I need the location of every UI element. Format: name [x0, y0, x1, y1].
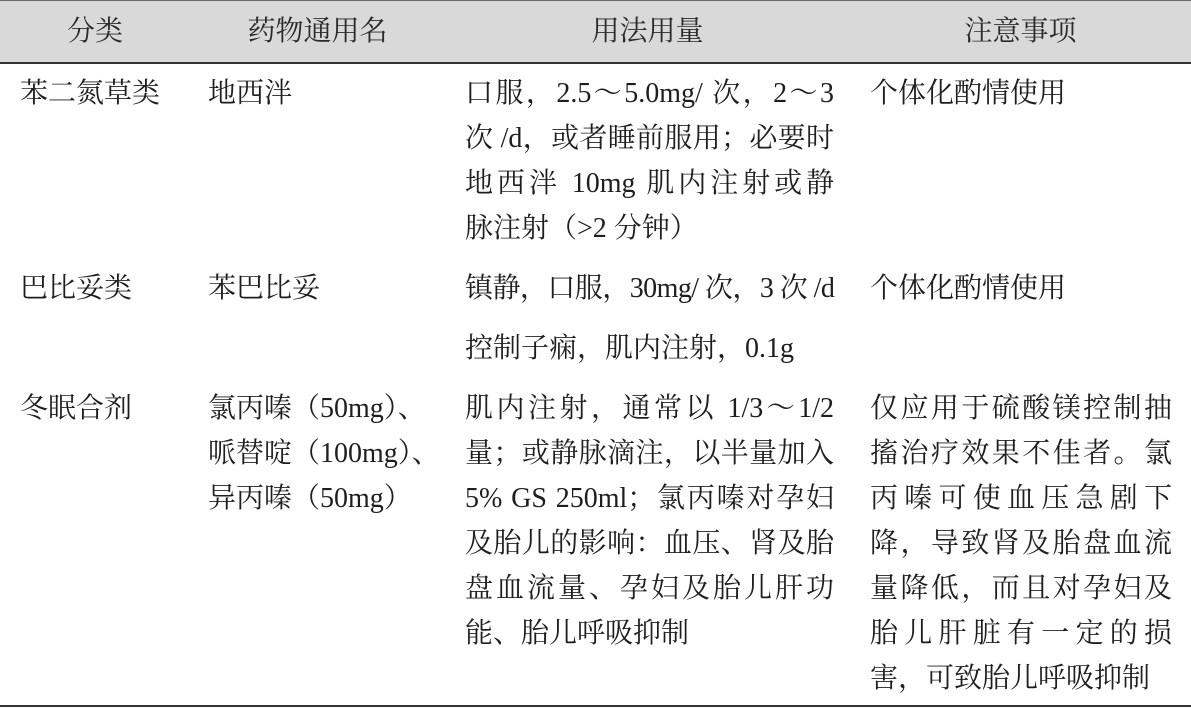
cell-line: 冬眠合剂: [20, 393, 133, 424]
cell-line: 量；或静脉滴注，以半量加入: [465, 438, 834, 469]
header-drug-name: 药物通用名: [247, 16, 388, 47]
table-row: [0, 259, 1191, 379]
drug-name-cell: [190, 379, 445, 705]
drug-name-cell: [190, 259, 445, 379]
usage-cell: [445, 259, 850, 379]
notes-cell: [850, 379, 1191, 705]
header-usage-dosage: 用法用量: [591, 16, 704, 47]
usage-paragraph: [465, 71, 834, 251]
usage-cell: [445, 64, 850, 259]
table-row: [0, 64, 1191, 259]
cell-line: 哌替啶（100mg）、: [208, 438, 440, 469]
cell-line: 口服，2.5～5.0mg/ 次，2～3: [465, 78, 834, 109]
header-category: 分类: [66, 16, 123, 47]
usage-cell: [445, 379, 850, 705]
table-row: [0, 379, 1191, 707]
usage-paragraph: [465, 266, 834, 311]
cell-line: 降，导致肾及胎盘血流: [870, 528, 1172, 559]
cell-line: 丙嗪可使血压急剧下: [870, 483, 1172, 514]
cell-line: 及胎儿的影响：血压、肾及胎: [465, 528, 834, 559]
cell-line: 苯二氮草类: [20, 78, 161, 109]
cell-line: 个体化酌情使用: [870, 78, 1067, 109]
header-notes: 注意事项: [964, 16, 1077, 47]
cell-line: 盘血流量、孕妇及胎儿肝功: [465, 573, 834, 604]
category-cell: [0, 259, 190, 379]
cell-line: 仅应用于硫酸镁控制抽: [870, 393, 1172, 424]
cell-line: 地西泮: [208, 78, 293, 109]
cell-line: 能、胎儿呼吸抑制: [465, 618, 690, 649]
cell-line: 个体化酌情使用: [870, 273, 1067, 304]
cell-line: 胎儿肝脏有一定的损: [870, 618, 1172, 649]
cell-line: 量降低，而且对孕妇及: [870, 573, 1172, 604]
category-cell: [0, 379, 190, 705]
drug-name-cell: [190, 64, 445, 259]
cell-line: 异丙嗪（50mg）: [208, 483, 412, 514]
cell-line: 苯巴比妥: [208, 273, 321, 304]
cell-line: 地西泮 10mg 肌内注射或静: [465, 168, 834, 199]
cell-line: 害，可致胎儿呼吸抑制: [870, 663, 1151, 694]
cell-line: 5% GS 250ml；氯丙嗪对孕妇: [465, 483, 834, 514]
table-header: [0, 0, 1191, 64]
cell-line: 肌内注射，通常以 1/3～1/2: [465, 393, 834, 424]
notes-cell: [850, 64, 1191, 259]
cell-line: 巴比妥类: [20, 273, 133, 304]
cell-line: 控制子痫，肌内注射，0.1g: [465, 333, 795, 364]
cell-line: 氯丙嗪（50mg）、: [208, 393, 426, 424]
cell-line: 搐治疗效果不佳者。氯: [870, 438, 1172, 469]
usage-paragraph: [465, 386, 834, 656]
cell-line: 镇静，口服，30mg/ 次，3 次 /d: [465, 273, 835, 304]
cell-line: 脉注射（>2 分钟）: [465, 213, 698, 244]
usage-paragraph: [465, 326, 834, 371]
cell-line: 次 /d，或者睡前服用；必要时: [465, 123, 834, 154]
category-cell: [0, 64, 190, 259]
notes-cell: [850, 259, 1191, 379]
